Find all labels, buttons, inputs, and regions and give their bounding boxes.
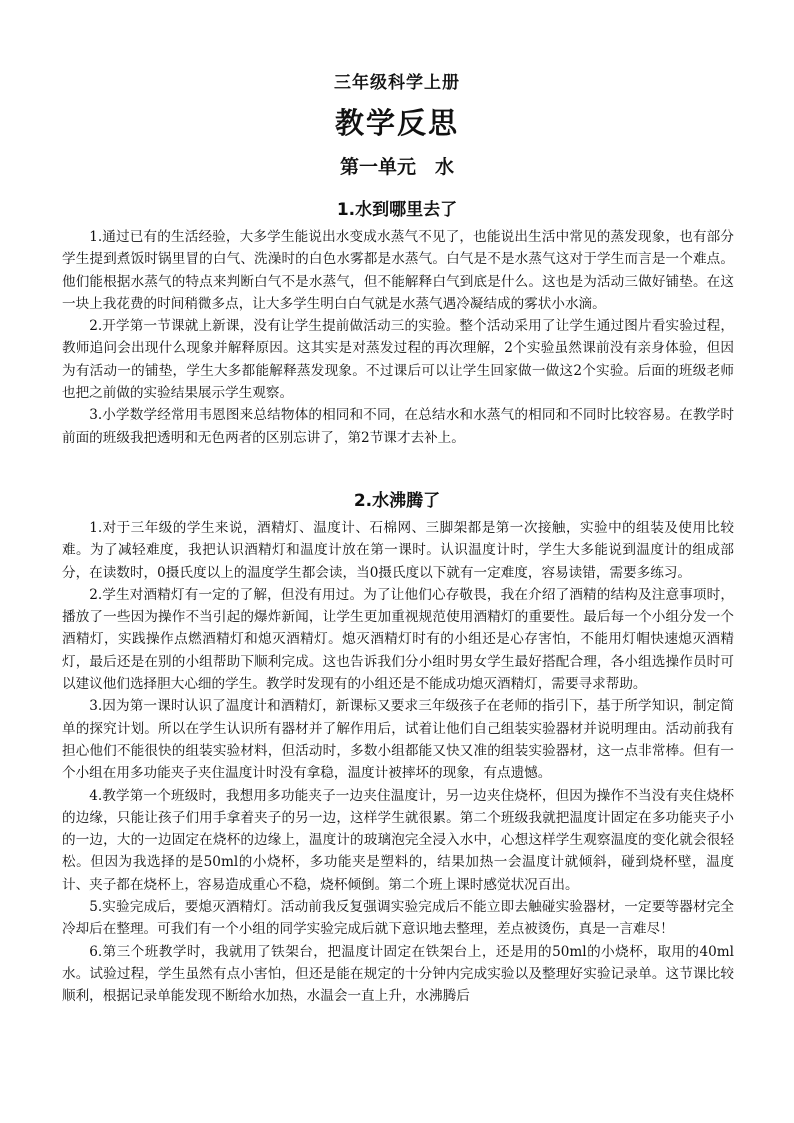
unit-title: 第一单元 水	[339, 156, 454, 178]
grade-title: 三年级科学上册	[334, 73, 460, 93]
section-2-body	[62, 517, 734, 1008]
paragraph: 5.实验完成后，要熄灭酒精灯。活动前我反复强调实验完成后不能立即去触碰实验器材，一定要等器材完全冷却后在整理。可我们有一个小组的同学实验完成后就下意识地去整理，差点被烫伤，真是一言难尽！	[62, 899, 734, 938]
paragraph: 3.小学数学经常用韦恩图来总结物体的相同和不同，在总结水和水蒸气的相同和不同时比较容易。在教学时前面的班级我把透明和无色两者的区别忘讲了，第2节课才去补上。	[62, 407, 734, 446]
paragraph: 2.开学第一节课就上新课，没有让学生提前做活动三的实验。整个活动采用了让学生通过图片看实验过程，教师追问会出现什么现象并解释原因。这其实是对蒸发过程的再次理解，2个实验虽然课前没有亲身体验，但因为有活动一的铺垫，学生大多都能解释蒸发现象。不过课后可以让学生回家做一做这2个实验。后面的班级老师也把之前做的实验结果展示学生观察。	[62, 318, 734, 402]
paragraph: 1.对于三年级的学生来说，酒精灯、温度计、石棉网、三脚架都是第一次接触，实验中的组装及使用比较难。为了减轻难度，我把认识酒精灯和温度计放在第一课时。认识温度计时，学生大多能说到温度计的组成部分，在读数时，0摄氏度以上的温度学生都会读，当0摄氏度以下就有一定难度，容易读错，需要多练习。	[62, 520, 734, 581]
section-1-body	[62, 226, 734, 449]
paragraph: 3.因为第一课时认识了温度计和酒精灯，新课标又要求三年级孩子在老师的指引下，基于所学知识，制定简单的探究计划。所以在学生认识所有器材并了解作用后，试着让他们自己组装实验器材并说明理由。活动前我有担心他们不能很快的组装实验材料，但活动时，多数小组都能又快又准的组装实验器材，这一点非常棒。但有一个小组在用多功能夹子夹住温度计时没有拿稳，温度计被摔坏的现象，有点遗憾。	[62, 698, 734, 782]
document-title: 教学反思	[334, 106, 459, 140]
paragraph: 6.第三个班教学时，我就用了铁架台，把温度计固定在铁架台上，还是用的50ml的小烧杯，取用的40ml水。试验过程，学生虽然有点小害怕，但还是能在规定的十分钟内完成实验以及整理好实验记录单。这节课比较顺利，根据记录单能发现不断给水加热，水温会一直上升，水沸腾后	[62, 943, 734, 1005]
paragraph: 4.教学第一个班级时，我想用多功能夹子一边夹住温度计，另一边夹住烧杯，但因为操作不当没有夹住烧杯的边缘，只能让孩子们用手拿着夹子的另一边，这样学生就很累。第二个班级我就把温度计固定在多功能夹子小的一边，大的一边固定在烧杯的边缘上，温度计的玻璃泡完全浸入水中，心想这样学生观察温度的变化就会很轻松。但因为我选择的是50ml的小烧杯，多功能夹是塑料的，结果加热一会温度计就倾斜，碰到烧杯壁，温度计、夹子都在烧杯上，容易造成重心不稳，烧杯倾倒。第二个班上课时感觉状况百出。	[62, 787, 734, 893]
paragraph: 1.通过已有的生活经验，大多学生能说出水变成水蒸气不见了，也能说出生活中常见的蒸发现象，也有部分学生提到煮饭时锅里冒的白气、洗澡时的白色水雾都是水蒸气。白气是不是水蒸气这对于学生而言是一个难点。他们能根据水蒸气的特点来判断白气不是水蒸气，但不能解释白气到底是什么。这也是为活动三做好铺垫。在这一块上我花费的时间稍微多点，让大多学生明白白气就是水蒸气遇冷凝结成的雾状小水滴。	[62, 229, 734, 312]
paragraph: 2.学生对酒精灯有一定的了解，但没有用过。为了让他们心存敬畏，我在介绍了酒精的结构及注意事项时，播放了一些因为操作不当引起的爆炸新闻，让学生更加重视规范使用酒精灯的重要性。最后每一个小组分发一个酒精灯，实践操作点燃酒精灯和熄灭酒精灯。熄灭酒精灯时有的小组还是心存害怕，不能用灯帽快速熄灭酒精灯，最后还是在别的小组帮助下顺利完成。这也告诉我们分小组时男女学生最好搭配合理，各小组选操作员时可以建议他们选择胆大心细的学生。教学时发现有的小组还是不能成功熄灭酒精灯，需要寻求帮助。	[62, 586, 734, 693]
section-title-2: 2.水沸腾了	[353, 491, 441, 511]
section-title-1: 1.水到哪里去了	[336, 200, 458, 220]
